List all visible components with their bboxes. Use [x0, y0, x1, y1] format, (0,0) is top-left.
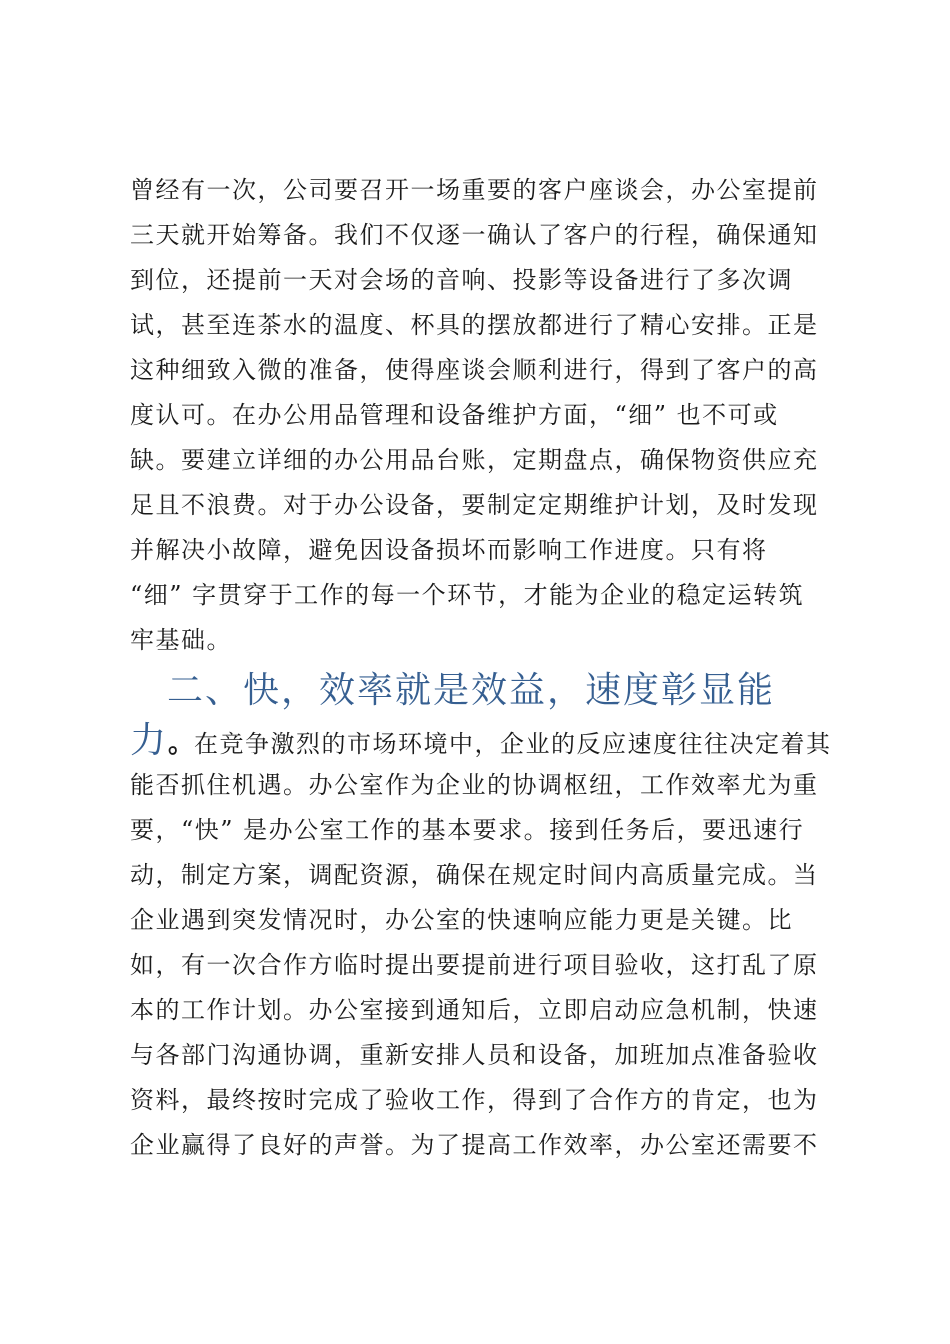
paragraph-line: 本的工作计划。办公室接到通知后，立即启动应急机制，快速: [130, 996, 819, 1024]
paragraph-line: 企业赢得了良好的声誉。为了提高工作效率，办公室还需要不: [130, 1131, 819, 1159]
paragraph-line: 与各部门沟通协调，重新安排人员和设备，加班加点准备验收: [130, 1041, 819, 1069]
document-body: [130, 168, 850, 1168]
heading-period: 。: [168, 729, 195, 759]
paragraph-line: “细” 字贯穿于工作的每一个环节，才能为企业的稳定运转筑: [130, 581, 805, 609]
section-heading: 二、快，效率就是效益，速度彰显能: [167, 670, 776, 711]
paragraph-line: 如，有一次合作方临时提出要提前进行项目验收，这打乱了原: [130, 951, 819, 979]
paragraph-line: 动，制定方案，调配资源，确保在规定时间内高质量完成。当: [130, 861, 819, 889]
paragraph-line: 到位，还提前一天对会场的音响、投影等设备进行了多次调: [130, 266, 793, 294]
paragraph-line: 并解决小故障，避免因设备损坏而影响工作进度。只有将: [130, 536, 768, 564]
paragraph-line: 度认可。在办公用品管理和设备维护方面，“细” 也不可或: [130, 401, 779, 429]
paragraph-line: 这种细致入微的准备，使得座谈会顺利进行，得到了客户的高: [130, 356, 819, 384]
paragraph-line-start: 在竞争激烈的市场环境中，企业的反应速度往往决定着其: [194, 730, 832, 758]
paragraph-line: 足且不浪费。对于办公设备，要制定定期维护计划，及时发现: [130, 491, 819, 519]
paragraph-line: 企业遇到突发情况时，办公室的快速响应能力更是关键。比: [130, 906, 793, 934]
paragraph-line: 要，“快” 是办公室工作的基本要求。接到任务后，要迅速行: [130, 816, 805, 844]
paragraph-detail: [130, 168, 850, 663]
paragraph-line: 能否抓住机遇。办公室作为企业的协调枢纽，工作效率尤为重: [130, 771, 819, 799]
heading-continuation-line: [130, 718, 850, 763]
paragraph-line: 三天就开始筹备。我们不仅逐一确认了客户的行程，确保通知: [130, 221, 819, 249]
paragraph-line: 缺。要建立详细的办公用品台账，定期盘点，确保物资供应充: [130, 446, 819, 474]
paragraph-line: 试，甚至连茶水的温度、杯具的摆放都进行了精心安排。正是: [130, 311, 819, 339]
paragraph-line: 资料，最终按时完成了验收工作，得到了合作方的肯定，也为: [130, 1086, 819, 1114]
section-heading-tail: 力: [130, 720, 169, 761]
section-speed: [130, 663, 850, 1168]
paragraph-line: 曾经有一次，公司要召开一场重要的客户座谈会，办公室提前: [130, 176, 819, 204]
paragraph-line: 牢基础。: [130, 626, 232, 654]
